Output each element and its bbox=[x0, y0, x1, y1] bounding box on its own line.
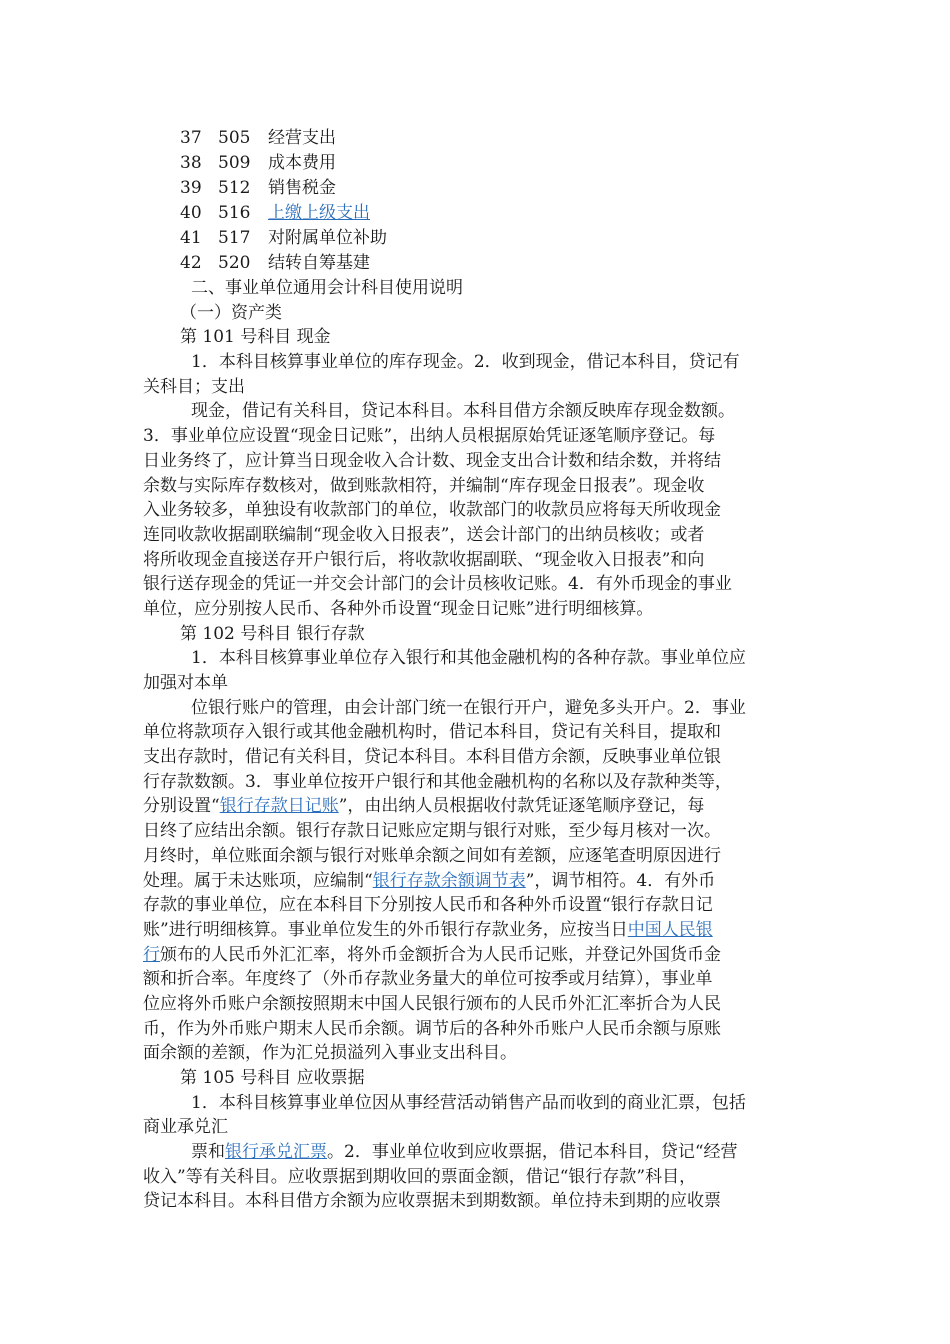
section-title: 二、事业单位通用会计科目使用说明 bbox=[191, 278, 463, 298]
account-list bbox=[180, 126, 387, 276]
text-fragment: 。2．事业单位收到应收票据，借记本科目，贷记“经营 bbox=[327, 1142, 738, 1163]
text-line bbox=[143, 869, 803, 894]
account-code: 512 bbox=[218, 178, 251, 198]
text-line: 贷记本科目。本科目借方余额为应收票据未到期数额。单位持未到期的应收票 bbox=[143, 1191, 721, 1212]
account-code: 520 bbox=[218, 253, 251, 273]
text-line bbox=[143, 794, 803, 819]
text-fragment: 账”进行明细核算。事业单位发生的外币银行存款业务，应按当日 bbox=[143, 919, 628, 940]
text-line: 日终了应结出余额。银行存款日记账应定期与银行对账，至少每月核对一次。 bbox=[143, 821, 721, 842]
text-line: 加强对本单 bbox=[143, 673, 228, 693]
account-name: 销售税金 bbox=[268, 178, 336, 198]
list-item bbox=[180, 226, 387, 251]
text-line: 位应将外币账户余额按照期末中国人民银行颁布的人民币外汇汇率折合为人民 bbox=[143, 993, 721, 1014]
text-line: 1．本科目核算事业单位存入银行和其他金融机构的各种存款。事业单位应 bbox=[191, 648, 746, 669]
account-number: 37 bbox=[180, 128, 202, 148]
text-line: 位银行账户的管理，由会计部门统一在银行开户，避免多头开户。2．事业 bbox=[191, 697, 746, 718]
document-body bbox=[143, 276, 803, 1214]
account-code: 505 bbox=[218, 128, 251, 148]
text-line: 存款的事业单位，应在本科目下分别按人民币和各种外币设置“银行存款日记 bbox=[143, 895, 713, 916]
pboc-link[interactable]: 中国人民银 bbox=[627, 919, 713, 940]
text-line: 将所收现金直接送存开户银行后，将收款收据副联、“现金收入日报表”和向 bbox=[143, 549, 705, 570]
text-fragment: 分别设置“ bbox=[143, 796, 220, 817]
account-name: 对附属单位补助 bbox=[268, 228, 387, 248]
text-line: 关科目；支出 bbox=[143, 376, 245, 397]
bank-acceptance-bill-link[interactable]: 银行承兑汇票 bbox=[225, 1142, 327, 1163]
text-line: 单位将款项存入银行或其他金融机构时，借记本科目，贷记有关科目，提取和 bbox=[143, 722, 721, 743]
text-line: 收入”等有关科目。应收票据到期收回的票面金额，借记“银行存款”科目， bbox=[143, 1166, 697, 1187]
text-line: 支出存款时，借记有关科目，贷记本科目。本科目借方余额，反映事业单位银 bbox=[143, 747, 721, 768]
account-number: 40 bbox=[180, 203, 202, 223]
text-line: 月终时，单位账面余额与银行对账单余额之间如有差额，应逐笔查明原因进行 bbox=[143, 845, 721, 866]
list-item bbox=[180, 151, 387, 176]
list-item bbox=[180, 176, 387, 201]
text-line: 行存款数额。3．事业单位按开户银行和其他金融机构的名称以及存款种类等， bbox=[143, 771, 732, 792]
account-number: 39 bbox=[180, 178, 202, 198]
section-heading-101: 第 101 号科目 现金 bbox=[180, 327, 331, 348]
account-code: 517 bbox=[218, 228, 251, 248]
text-line: 现金，借记有关科目，贷记本科目。本科目借方余额反映库存现金数额。 bbox=[191, 401, 735, 422]
text-line: 日业务终了，应计算当日现金收入合计数、现金支出合计数和结余数，并将结 bbox=[143, 450, 721, 471]
text-line: 银行送存现金的凭证一并交会计部门的会计员核收记账。4．有外币现金的事业 bbox=[143, 574, 732, 595]
text-fragment: 处理。属于未达账项，应编制“ bbox=[143, 870, 373, 891]
text-line: 1．本科目核算事业单位因从事经营活动销售产品而收到的商业汇票，包括 bbox=[191, 1092, 746, 1113]
list-item bbox=[180, 251, 387, 276]
account-number: 38 bbox=[180, 153, 202, 173]
account-name: 结转自筹基建 bbox=[268, 253, 370, 273]
text-line bbox=[143, 918, 803, 943]
text-line: 连同收款收据副联编制“现金收入日报表”，送会计部门的出纳员核收；或者 bbox=[143, 524, 705, 545]
text-line: 余数与实际库存数核对，做到账款相符，并编制“库存现金日报表”。现金收 bbox=[143, 475, 705, 496]
section-heading-105: 第 105 号科目 应收票据 bbox=[180, 1068, 365, 1088]
text-line: 单位，应分别按人民币、各种外币设置“现金日记账”进行明细核算。 bbox=[143, 598, 654, 619]
text-line: 面余额的差额，作为汇兑损溢列入事业支出科目。 bbox=[143, 1043, 517, 1064]
text-line: 入业务较多，单独设有收款部门的单位，收款部门的收款员应将每天所收现金 bbox=[143, 500, 721, 521]
subsection-title: （一）资产类 bbox=[180, 302, 282, 323]
text-line bbox=[143, 943, 803, 968]
text-fragment: ”，调节相符。4．有外币 bbox=[525, 870, 716, 891]
account-number: 41 bbox=[180, 228, 202, 248]
account-code: 516 bbox=[218, 203, 251, 223]
text-line: 商业承兑汇 bbox=[143, 1117, 228, 1138]
text-line bbox=[143, 1140, 803, 1165]
list-item bbox=[180, 201, 387, 226]
account-name: 经营支出 bbox=[268, 128, 336, 148]
pboc-link-continued[interactable]: 行 bbox=[143, 944, 160, 965]
text-line: 3．事业单位应设置“现金日记账”，出纳人员根据原始凭证逐笔顺序登记。每 bbox=[143, 426, 716, 447]
account-name: 成本费用 bbox=[268, 153, 336, 173]
text-line: 额和折合率。年度终了（外币存款业务量大的单位可按季或月结算），事业单 bbox=[143, 969, 713, 990]
text-line: 币，作为外币账户期末人民币余额。调节后的各种外币账户人民币余额与原账 bbox=[143, 1018, 721, 1039]
account-code: 509 bbox=[218, 153, 251, 173]
text-line: 1．本科目核算事业单位的库存现金。2．收到现金，借记本科目，贷记有 bbox=[191, 352, 740, 373]
list-item bbox=[180, 126, 387, 151]
account-name-link[interactable]: 上缴上级支出 bbox=[268, 203, 370, 223]
bank-deposit-journal-link[interactable]: 银行存款日记账 bbox=[219, 796, 339, 817]
text-fragment: ”，由出纳人员根据收付款凭证逐笔顺序登记，每 bbox=[338, 796, 705, 817]
section-heading-102: 第 102 号科目 银行存款 bbox=[180, 623, 365, 644]
text-fragment: 票和 bbox=[191, 1142, 225, 1163]
text-fragment: 颁布的人民币外汇汇率，将外币金额折合为人民币记账，并登记外国货币金 bbox=[160, 944, 721, 965]
account-number: 42 bbox=[180, 253, 202, 273]
bank-reconciliation-link[interactable]: 银行存款余额调节表 bbox=[372, 870, 526, 891]
